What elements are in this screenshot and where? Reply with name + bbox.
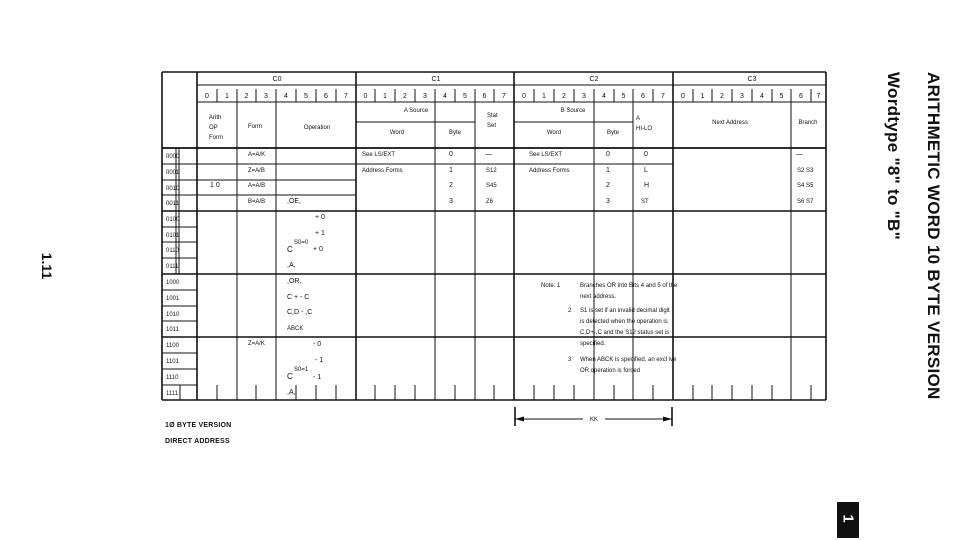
notes-block: [541, 283, 678, 374]
bit-label: 5: [779, 93, 784, 100]
header-b-byte: Byte: [606, 130, 620, 136]
note-3-number: 3: [568, 357, 572, 363]
op-1110-tail: - 1: [313, 374, 322, 381]
op-0110-superscript: S0=0: [294, 240, 309, 246]
form-0000: A=A/K: [248, 152, 266, 158]
row-code: 1110: [166, 375, 179, 381]
bit-label: 1: [225, 93, 229, 100]
hilo-0001: L: [644, 167, 648, 174]
bit-label: 3: [582, 93, 586, 100]
group-label-c3: C3: [747, 76, 757, 83]
op-1001: C + - C: [287, 294, 310, 301]
bit-label: 6: [324, 93, 328, 100]
row-code: 0001: [166, 170, 180, 176]
row-code: 1101: [166, 359, 179, 365]
bit-label: 7: [816, 93, 821, 100]
note-1-number: Note: 1: [541, 283, 561, 289]
header-arith-op-line1: Arith: [209, 115, 222, 121]
note-2-line3: C,D+-,C and the S12 status set is: [580, 330, 670, 336]
row-code: 0111: [166, 264, 179, 270]
row-code: 1000: [166, 280, 180, 286]
a-byte-0001: 1: [449, 167, 453, 174]
page-number: 1.11: [39, 252, 56, 280]
header-hilo-line2: HI-LO: [636, 126, 653, 132]
group-label-c1: C1: [431, 76, 441, 83]
header-form: Form: [248, 124, 262, 130]
note-1-line2: next address.: [580, 294, 617, 300]
bit-label: 1: [700, 93, 705, 100]
op-1011: ABCK: [287, 326, 304, 332]
header-arith-op-line3: Form: [209, 135, 223, 141]
bit-label: 5: [304, 93, 308, 100]
form-0001: Z=A/B: [248, 168, 265, 174]
row-code: 0011: [166, 201, 179, 207]
header-next-address: Next Address: [712, 120, 748, 126]
bit-label: 6: [482, 93, 487, 100]
op-0011: ,OE,: [287, 198, 302, 205]
row-code: 1001: [166, 296, 180, 302]
op-1110-superscript: S0=1: [294, 367, 309, 373]
bit-label: 4: [443, 93, 447, 100]
header-b-source: B Source: [560, 108, 586, 114]
bit-label: 4: [602, 93, 606, 100]
row-code: 0010: [166, 186, 180, 192]
group-label-c2: C2: [589, 76, 599, 83]
note-2-line4: specified.: [580, 341, 606, 347]
row-code: 1111: [166, 391, 179, 397]
group-label-c0: C0: [272, 76, 282, 83]
op-0100: + 0: [315, 214, 325, 221]
bit-label: 3: [740, 93, 744, 100]
note-2-line1: S1 is set if an invalid decimal digit: [580, 308, 670, 314]
op-0110-tail: + 0: [313, 246, 323, 253]
b-word-0000: See LS/EXT: [529, 152, 563, 158]
header-a-source: A Source: [403, 108, 429, 114]
kk-dimension: [515, 407, 672, 426]
page-title: ARITHMETIC WORD 10 BYTE VERSION: [924, 72, 943, 400]
hilo-0000: 0: [644, 151, 648, 158]
bit-label: 2: [720, 93, 724, 100]
stat-0000: —: [485, 151, 492, 158]
bit-label: 3: [264, 93, 268, 100]
branch-0001: S2 S3: [797, 168, 814, 174]
header-branch: Branch: [798, 120, 818, 126]
bit-label: 4: [284, 93, 288, 100]
arith-op-0010: 1 0: [210, 182, 220, 189]
section-tab-number: 1: [839, 514, 857, 523]
bit-label: 4: [760, 93, 764, 100]
bit-label: 7: [502, 93, 506, 100]
kk-right-arrow: [663, 417, 672, 422]
bit-label: 0: [205, 93, 209, 100]
bit-label: 2: [562, 93, 566, 100]
op-0110-main: C: [287, 245, 293, 254]
header-a-word: Word: [389, 130, 405, 136]
kk-label: KK: [589, 417, 599, 423]
footer-byte-version: 1Ø BYTE VERSION: [165, 422, 232, 429]
hilo-0011: ST: [641, 199, 649, 205]
row-code: 0000: [166, 154, 180, 160]
bit-label: 6: [799, 93, 803, 100]
note-3-line2: OR operation is forced: [580, 368, 641, 374]
header-a-byte: Byte: [448, 130, 462, 136]
form-0011: B=A/B: [248, 199, 266, 205]
stat-0001: S12: [486, 168, 497, 174]
bit-label: 2: [244, 93, 249, 100]
header-arith-op-line2: OP: [209, 125, 218, 131]
bit-label: 7: [661, 93, 665, 100]
row-code: 1100: [166, 343, 179, 349]
form-0010: A=A/B: [248, 183, 266, 189]
note-2-line2: is detected when the operation is: [580, 319, 668, 325]
branch-0010: S4 S5: [797, 183, 814, 189]
bit-label: 5: [463, 93, 467, 100]
header-operation: Operation: [303, 125, 331, 131]
note-2-number: 2: [568, 308, 572, 314]
form-1100: Z=A/K: [248, 341, 265, 347]
a-word-0000: See LS/EXT: [362, 152, 396, 158]
header-b-word: Word: [546, 130, 562, 136]
branch-0000: —: [796, 151, 803, 158]
row-code: 1010: [166, 312, 180, 318]
bit-label: 0: [681, 93, 685, 100]
a-byte-0000: 0: [449, 151, 453, 158]
header-stat-set-line2: Set: [487, 123, 497, 129]
bit-label: 3: [423, 93, 427, 100]
bit-label: 1: [542, 93, 546, 100]
a-byte-0010: 2: [449, 182, 453, 189]
bit-labels-row: [205, 93, 821, 100]
branch-0011: S6 S7: [797, 199, 814, 205]
kk-left-arrow: [515, 417, 524, 422]
op-1010: C,D - ,C: [287, 309, 313, 316]
bit-label: 6: [641, 93, 645, 100]
stat-0011: Z6: [486, 199, 494, 205]
bit-label: 1: [383, 93, 387, 100]
note-1-line1: Branches OR into Bits 4 and 5 of the: [580, 283, 678, 289]
op-1111: ,A,: [287, 389, 296, 396]
b-byte-0000: 0: [606, 151, 610, 158]
hilo-0010: H: [644, 182, 650, 189]
b-byte-0010: 2: [606, 182, 610, 189]
op-0101: + 1: [315, 230, 325, 237]
op-1110-main: C: [287, 372, 293, 381]
row-code-column: [166, 154, 180, 397]
op-0111: ,A,: [287, 262, 296, 269]
a-word-0001: Address Forms: [362, 168, 403, 174]
header-hilo-line1: A: [636, 116, 641, 122]
b-byte-0011: 3: [606, 198, 610, 205]
footer-direct-address: DIRECT ADDRESS: [165, 438, 230, 445]
b-word-0001: Address Forms: [529, 168, 570, 174]
bit-label: 0: [522, 93, 526, 100]
section-tab: [837, 502, 859, 538]
op-1101: - 1: [315, 357, 324, 364]
op-1100: - 0: [313, 341, 322, 348]
row-code: 0110: [166, 248, 179, 254]
row-code: 0100: [166, 217, 180, 223]
page-subtitle: Wordtype "8" to "B": [884, 72, 903, 240]
row-code: 1011: [166, 327, 179, 333]
bit-label: 2: [403, 93, 407, 100]
a-byte-0011: 3: [449, 198, 453, 205]
header-stat-set-line1: Stat: [487, 113, 498, 119]
bit-label: 7: [344, 93, 348, 100]
bit-label: 0: [363, 93, 368, 100]
bit-label: 5: [621, 93, 626, 100]
note-3-line1: When ABCK is specified, an excl ive: [580, 357, 677, 363]
op-1000: ,OR,: [287, 278, 302, 285]
stat-0010: S45: [486, 183, 497, 189]
b-byte-0001: 1: [606, 167, 610, 174]
row-code: 0101: [166, 233, 180, 239]
